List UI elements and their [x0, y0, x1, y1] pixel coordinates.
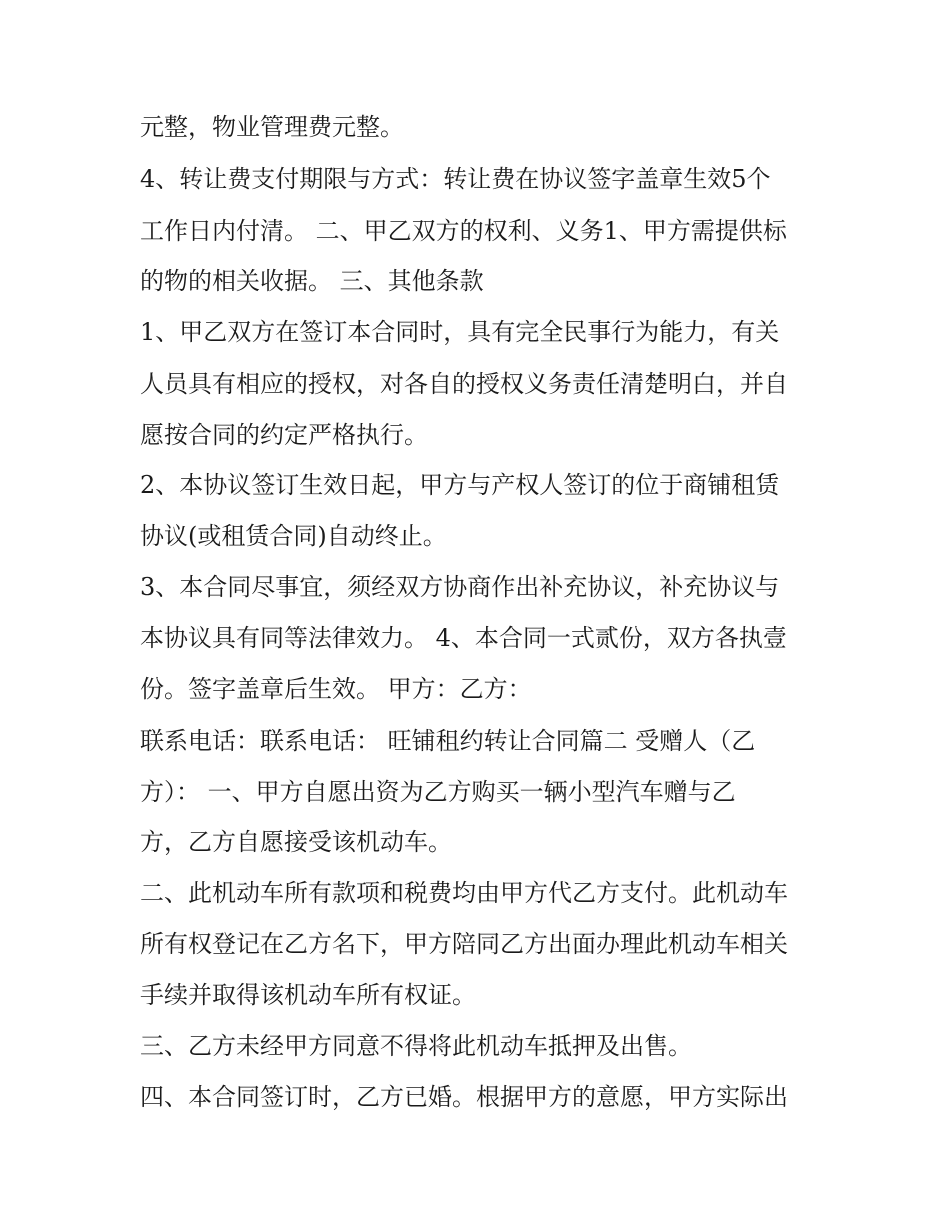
text-line: 方）： 一、甲方自愿出资为乙方购买一辆小型汽车赠与乙 [140, 778, 736, 806]
text-line: 手续并取得该机动车所有权证。 [140, 981, 476, 1009]
text-line: 四、本合同签订时，乙方已婚。根据甲方的意愿，甲方实际出 [140, 1083, 788, 1111]
text-line: 工作日内付清。 二、甲乙双方的权利、义务1、甲方需提供标 [140, 217, 787, 245]
text-line: 本协议具有同等法律效力。 4、本合同一式贰份，双方各执壹 [140, 624, 787, 652]
text-line: 3、本合同尽事宜，须经双方协商作出补充协议，补充协议与 [140, 573, 780, 601]
text-line: 的物的相关收据。 三、其他条款 [140, 267, 484, 295]
text-line: 元整，物业管理费元整。 [140, 113, 404, 141]
text-line: 2、本协议签订生效日起，甲方与产权人签订的位于商铺租赁 [140, 471, 780, 499]
text-line: 联系电话：联系电话： 旺铺租约转让合同篇二 受赠人（乙 [140, 727, 756, 755]
text-line: 所有权登记在乙方名下，甲方陪同乙方出面办理此机动车相关 [140, 930, 788, 958]
text-line: 协议(或租赁合同)自动终止。 [140, 522, 447, 550]
text-line: 愿按合同的约定严格执行。 [140, 421, 428, 449]
text-line: 4、转让费支付期限与方式：转让费在协议签字盖章生效5个 [140, 165, 771, 193]
text-line: 份。签字盖章后生效。 甲方：乙方： [140, 675, 532, 703]
text-line: 方，乙方自愿接受该机动车。 [140, 828, 452, 856]
text-line: 二、此机动车所有款项和税费均由甲方代乙方支付。此机动车 [140, 879, 788, 907]
text-line: 人员具有相应的授权，对各自的授权义务责任清楚明白，并自 [140, 370, 788, 398]
text-line: 1、甲乙双方在签订本合同时，具有完全民事行为能力，有关 [140, 318, 780, 346]
text-line: 三、乙方未经甲方同意不得将此机动车抵押及出售。 [140, 1032, 692, 1060]
